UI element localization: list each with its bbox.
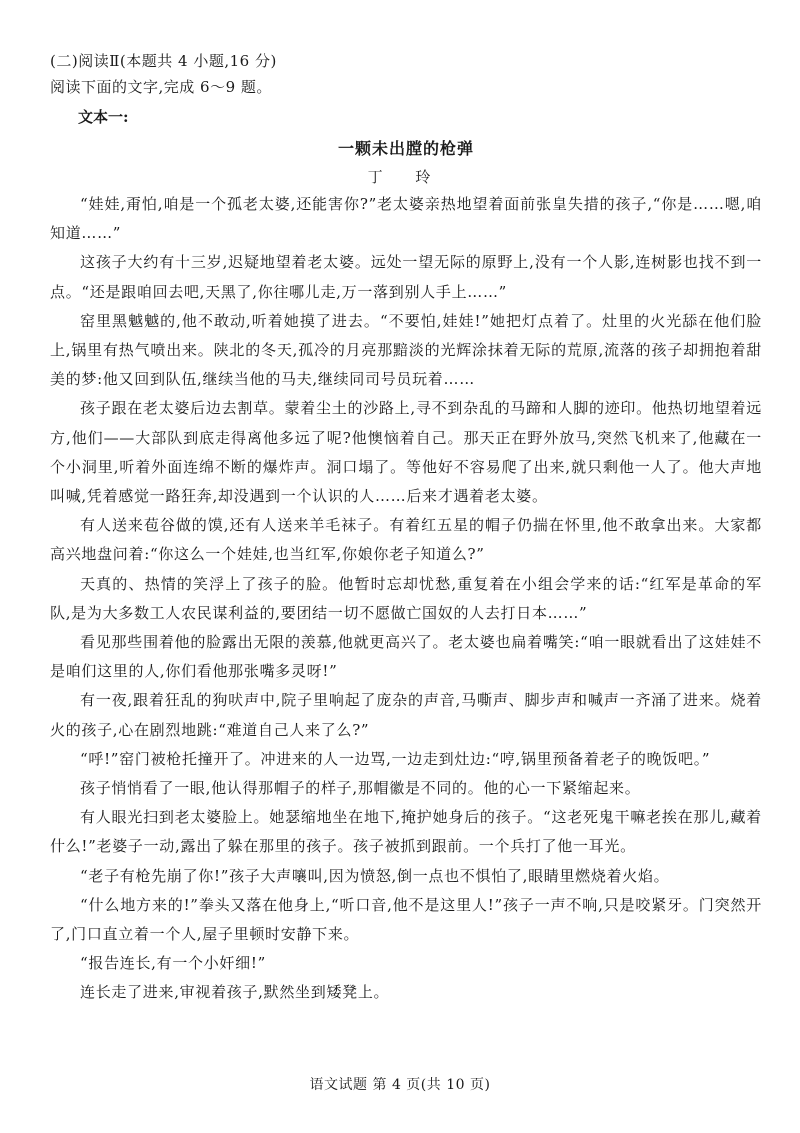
paragraph: “娃娃,甭怕,咱是一个孤老太婆,还能害你?”老太婆亲热地望着面前张皇失措的孩子,“你是……嗯,咱知道……”: [50, 195, 762, 243]
paragraph: 连长走了进来,审视着孩子,默然坐到矮凳上。: [80, 983, 390, 1002]
paragraph: 有人眼光扫到老太婆脸上。她瑟缩地坐在地下,掩护她身后的孩子。“这老死鬼干嘛老挨在那儿,藏着什么!”老婆子一动,露出了躲在那里的孩子。孩子被抓到跟前。一个兵打了他一耳光。: [50, 808, 762, 856]
paragraph: “呼!”窑门被枪托撞开了。冲进来的人一边骂,一边走到灶边:“哼,锅里预备着老子的晚饭吧。”: [80, 749, 711, 768]
paragraph: 孩子悄悄看了一眼,他认得那帽子的样子,那帽徽是不同的。他的心一下紧缩起来。: [80, 779, 641, 798]
paragraph: 有人送来苞谷做的馍,还有人送来羊毛袜子。有着红五星的帽子仍揣在怀里,他不敢拿出来。大家都高兴地盘问着:“你这么一个娃娃,也当红军,你娘你老子知道么?”: [50, 516, 762, 564]
section-heading: (二)阅读Ⅱ(本题共 4 小题,16 分): [50, 52, 277, 70]
exam-page: [50, 48, 762, 1108]
paragraph: 孩子跟在老太婆后边去割草。蒙着尘土的沙路上,寻不到杂乱的马蹄和人脚的迹印。他热切地望着远方,他们——大部队到底走得离他多远了呢?他懊恼着自己。那天正在野外放马,突然飞机来了,他藏在一个小洞里,听着外面连绵不断的爆炸声。洞口塌了。等他好不容易爬了出来,就只剩他一人了。他大声地叫喊,凭着感觉一路狂奔,却没遇到一个认识的人……后来才遇着老太婆。: [50, 399, 762, 506]
paragraph: 看见那些围着他的脸露出无限的羡慕,他就更高兴了。老太婆也扁着嘴笑:“咱一眼就看出了这娃娃不是咱们这里的人,你们看他那张嘴多灵呀!”: [50, 633, 762, 681]
paragraph: “报告连长,有一个小奸细!”: [80, 954, 266, 973]
article-title: 一颗未出膛的枪弹: [337, 139, 474, 158]
paragraph: 这孩子大约有十三岁,迟疑地望着老太婆。远处一望无际的原野上,没有一个人影,连树影也找不到一点。“还是跟咱回去吧,天黑了,你往哪儿走,万一落到别人手上……”: [50, 253, 762, 301]
article-author: 丁 玲: [367, 168, 445, 186]
paragraph: 天真的、热情的笑浮上了孩子的脸。他暂时忘却忧愁,重复着在小组会学来的话:“红军是革命的军队,是为大多数工人农民谋利益的,要团结一切不愿做亡国奴的人去打日本……”: [50, 574, 762, 622]
paragraph: “什么地方来的!”拳头又落在他身上,“听口音,他不是这里人!”孩子一声不响,只是咬紧牙。门突然开了,门口直立着一个人,屋子里顿时安静下来。: [50, 895, 762, 944]
text-label: 文本一:: [78, 108, 129, 126]
article-body: [50, 190, 762, 1008]
instruction-text: 阅读下面的文字,完成 6～9 题。: [50, 78, 272, 96]
paragraph: 窑里黑魆魆的,他不敢动,听着她摸了进去。“不要怕,娃娃!”她把灯点着了。灶里的火光舔在他们脸上,锅里有热气喷出来。陕北的冬天,孤冷的月亮那黯淡的光辉涂抹着无际的荒原,流落的孩子却拥抱着甜美的梦:他又回到队伍,继续当他的马夫,继续同司号员玩着……: [50, 311, 762, 389]
page-footer: 语文试题 第 4 页(共 10 页): [309, 1077, 491, 1093]
paragraph: “老子有枪先崩了你!”孩子大声嚷叫,因为愤怒,倒一点也不惧怕了,眼睛里燃烧着火焰。: [80, 866, 670, 885]
paragraph: 有一夜,跟着狂乱的狗吠声中,院子里响起了庞杂的声音,马嘶声、脚步声和喊声一齐涌了进来。烧着火的孩子,心在剧烈地跳:“难道自己人来了么?”: [50, 691, 762, 739]
